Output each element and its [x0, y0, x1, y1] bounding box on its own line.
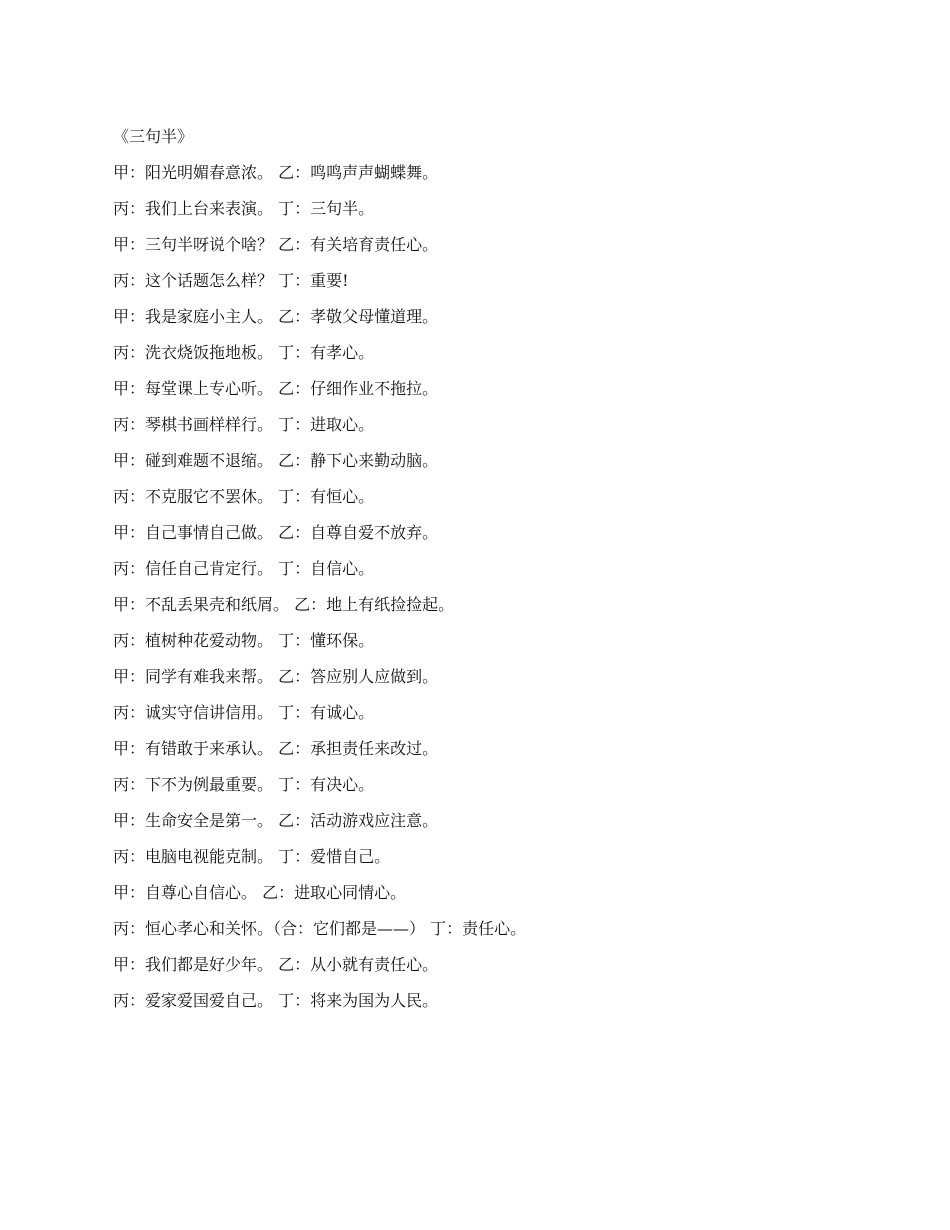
dialogue-line: 丙：植树种花爱动物。 丁：懂环保。: [113, 631, 375, 650]
dialogue-line: 甲：有错敢于来承认。 乙：承担责任来改过。: [113, 739, 439, 758]
dialogue-line: 甲：自己事情自己做。 乙：自尊自爱不放弃。: [113, 523, 439, 542]
dialogue-line: 甲：我们都是好少年。 乙：从小就有责任心。: [113, 955, 439, 974]
dialogue-line: 丙：琴棋书画样样行。 丁：进取心。: [113, 415, 375, 434]
dialogue-line: 甲：自尊心自信心。 乙：进取心同情心。: [113, 883, 407, 902]
dialogue-line: 甲：每堂课上专心听。 乙：仔细作业不拖拉。: [113, 379, 439, 398]
dialogue-line: 甲：不乱丢果壳和纸屑。 乙：地上有纸捡捡起。: [113, 595, 455, 614]
dialogue-line: 甲：生命安全是第一。 乙：活动游戏应注意。: [113, 811, 439, 830]
dialogue-line: 甲：我是家庭小主人。 乙：孝敬父母懂道理。: [113, 307, 439, 326]
dialogue-line: 丙：下不为例最重要。 丁：有决心。: [113, 775, 375, 794]
dialogue-line: 甲：三句半呀说个啥？ 乙：有关培育责任心。: [113, 235, 439, 254]
dialogue-line: 甲：阳光明媚春意浓。 乙：鸣鸣声声蝴蝶舞。: [113, 163, 439, 182]
dialogue-line: 丙：洗衣烧饭拖地板。 丁：有孝心。: [113, 343, 375, 362]
dialogue-line: 丙：电脑电视能克制。 丁：爱惜自己。: [113, 847, 391, 866]
dialogue-line: 丙：诚实守信讲信用。 丁：有诚心。: [113, 703, 375, 722]
dialogue-line: 甲：同学有难我来帮。 乙：答应别人应做到。: [113, 667, 439, 686]
dialogue-line: 丙：我们上台来表演。 丁：三句半。: [113, 199, 375, 218]
dialogue-line: 丙：信任自己肯定行。 丁：自信心。: [113, 559, 375, 578]
dialogue-line: 丙：恒心孝心和关怀。（合：它们都是——） 丁：责任心。: [113, 919, 527, 938]
dialogue-line: 甲：碰到难题不退缩。 乙：静下心来勤动脑。: [113, 451, 439, 470]
dialogue-line: 丙：这个话题怎么样？ 丁：重要!: [113, 271, 349, 290]
document-body: [113, 124, 873, 1024]
dialogue-line: 丙：爱家爱国爱自己。 丁：将来为国为人民。: [113, 991, 439, 1010]
document-title: 《三句半》: [113, 127, 194, 146]
dialogue-line: 丙：不克服它不罢休。 丁：有恒心。: [113, 487, 375, 506]
